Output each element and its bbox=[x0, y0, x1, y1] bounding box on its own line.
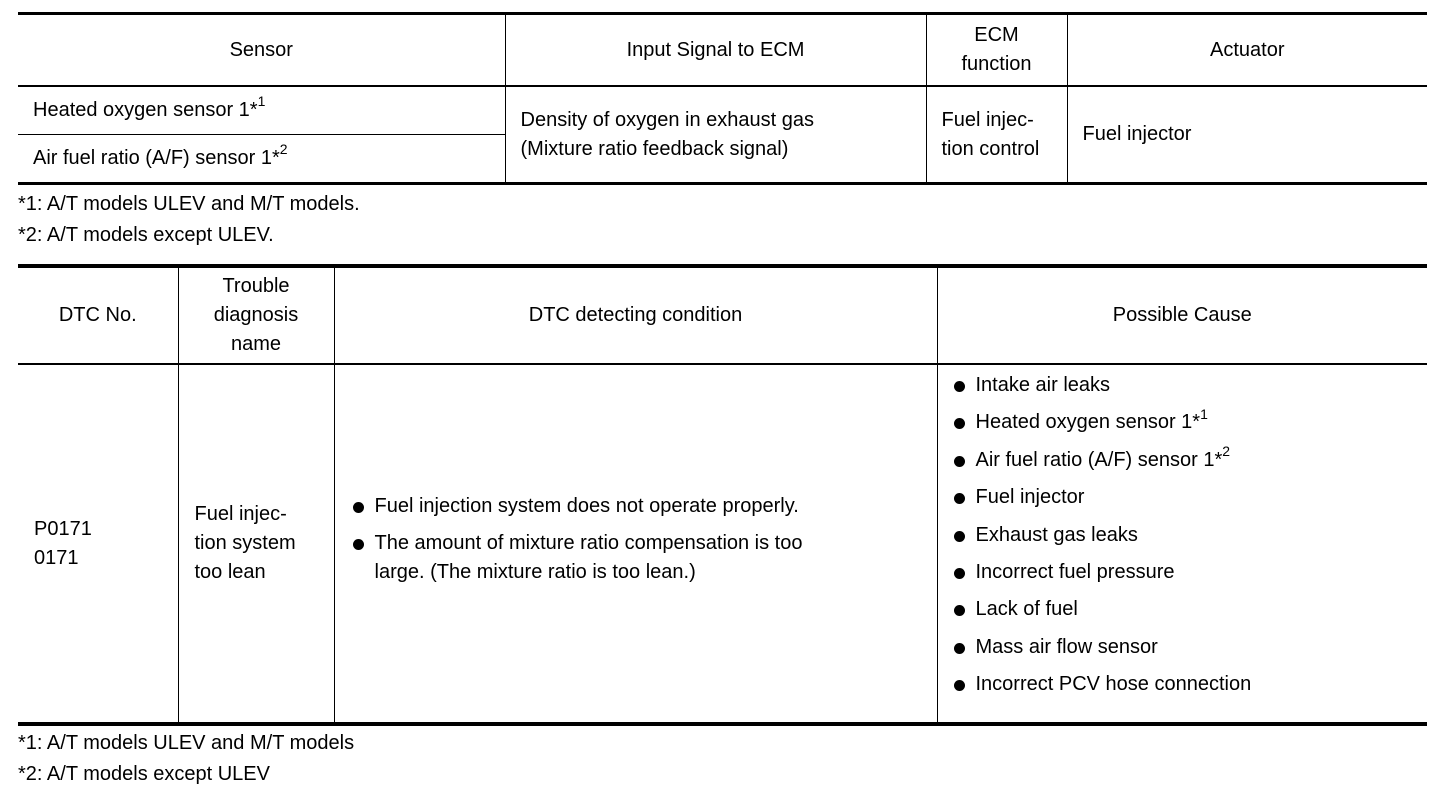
cause-text: Exhaust gas leaks bbox=[975, 523, 1138, 546]
cause-text: Intake air leaks bbox=[975, 374, 1111, 396]
list-item bbox=[952, 558, 1428, 595]
footnote-ref: 2 bbox=[1222, 443, 1231, 460]
sensor-cell bbox=[18, 86, 505, 135]
header-trouble-line1: Trouble bbox=[222, 275, 290, 297]
list-item bbox=[952, 405, 1428, 445]
header-trouble-line3: name bbox=[230, 333, 282, 355]
header-ecm-function bbox=[926, 14, 1067, 87]
sensor-name: Heated oxygen sensor 1* bbox=[33, 99, 258, 121]
bullet-icon bbox=[954, 643, 965, 654]
cause-cell bbox=[937, 364, 1427, 724]
header-actuator: Actuator bbox=[1067, 14, 1427, 87]
list-item bbox=[952, 371, 1428, 408]
bullet-icon bbox=[954, 680, 965, 691]
dtc-cell bbox=[18, 364, 178, 724]
input-signal-line2: (Mixture ratio feedback signal) bbox=[520, 137, 789, 160]
table-header-row bbox=[18, 266, 1427, 364]
header-trouble-line2: diagnosis bbox=[213, 304, 299, 326]
input-signal-line1: Density of oxygen in exhaust gas bbox=[520, 108, 815, 131]
bullet-icon bbox=[954, 456, 965, 467]
trouble-name-line3: too lean bbox=[194, 561, 266, 583]
footnote: *2: A/T models except ULEV. bbox=[18, 224, 274, 246]
list-item bbox=[351, 492, 917, 521]
document-page bbox=[18, 12, 1427, 790]
header-trouble-name bbox=[178, 266, 334, 364]
ecm-function-line1: Fuel injec- bbox=[941, 108, 1034, 131]
cause-text: Lack of fuel bbox=[975, 598, 1078, 621]
dtc-code: P0171 bbox=[34, 517, 92, 540]
bullet-icon bbox=[954, 568, 965, 579]
condition-list bbox=[351, 492, 917, 587]
header-input-signal: Input Signal to ECM bbox=[505, 14, 926, 87]
table-row bbox=[18, 86, 1427, 135]
trouble-name-line1: Fuel injec- bbox=[194, 503, 287, 525]
header-condition: DTC detecting condition bbox=[334, 266, 937, 364]
bullet-icon bbox=[353, 502, 364, 513]
bullet-icon bbox=[954, 418, 965, 429]
sensor-signal-table bbox=[18, 12, 1427, 185]
header-ecm-function-line2: function bbox=[961, 53, 1032, 75]
bullet-icon bbox=[353, 539, 364, 550]
table-row bbox=[18, 364, 1427, 724]
list-item bbox=[952, 483, 1428, 520]
bullet-icon bbox=[954, 531, 965, 542]
header-cause: Possible Cause bbox=[937, 266, 1427, 364]
header-dtc-no: DTC No. bbox=[18, 266, 178, 364]
condition-text: The amount of mixture ratio compensation is too bbox=[374, 532, 803, 554]
cause-text: Incorrect fuel pressure bbox=[975, 560, 1175, 583]
list-item bbox=[952, 670, 1428, 707]
table1-footnotes bbox=[18, 185, 1427, 251]
dtc-table bbox=[18, 264, 1427, 726]
table2-footnotes bbox=[18, 726, 1427, 790]
footnote: *2: A/T models except ULEV bbox=[18, 763, 270, 785]
condition-text: Fuel injection system does not operate properly. bbox=[374, 495, 799, 517]
trouble-name-line2: tion system bbox=[194, 532, 296, 554]
actuator-cell: Fuel injector bbox=[1067, 86, 1427, 184]
footnote-ref: 1 bbox=[1200, 405, 1208, 422]
list-item bbox=[351, 529, 917, 587]
bullet-icon bbox=[954, 605, 965, 616]
footnote: *1: A/T models ULEV and M/T models bbox=[18, 732, 355, 754]
list-item bbox=[952, 521, 1428, 558]
condition-cell bbox=[334, 364, 937, 724]
input-signal-cell bbox=[505, 86, 926, 184]
dtc-code-alt: 0171 bbox=[34, 546, 79, 569]
table-header-row bbox=[18, 14, 1427, 87]
bullet-icon bbox=[954, 381, 965, 392]
bullet-icon bbox=[954, 493, 965, 504]
cause-text: Heated oxygen sensor 1* bbox=[975, 411, 1201, 434]
condition-text-cont: large. (The mixture ratio is too lean.) bbox=[374, 561, 696, 583]
cause-text: Mass air flow sensor bbox=[975, 635, 1158, 658]
list-item bbox=[952, 595, 1428, 632]
footnote-ref: 2 bbox=[279, 141, 288, 158]
ecm-function-line2: tion control bbox=[941, 137, 1040, 160]
cause-text: Fuel injector bbox=[975, 486, 1085, 509]
cause-list bbox=[952, 371, 1428, 708]
footnote: *1: A/T models ULEV and M/T models. bbox=[18, 193, 360, 215]
list-item bbox=[952, 633, 1428, 670]
cause-text: Incorrect PCV hose connection bbox=[975, 673, 1252, 696]
list-item bbox=[952, 443, 1428, 483]
sensor-name: Air fuel ratio (A/F) sensor 1* bbox=[33, 147, 280, 169]
cause-text: Air fuel ratio (A/F) sensor 1* bbox=[975, 448, 1223, 471]
footnote-ref: 1 bbox=[257, 93, 266, 110]
header-ecm-function-line1: ECM bbox=[974, 24, 1019, 46]
trouble-name-cell bbox=[178, 364, 334, 724]
header-sensor: Sensor bbox=[18, 14, 505, 87]
sensor-cell bbox=[18, 135, 505, 184]
ecm-function-cell bbox=[926, 86, 1067, 184]
